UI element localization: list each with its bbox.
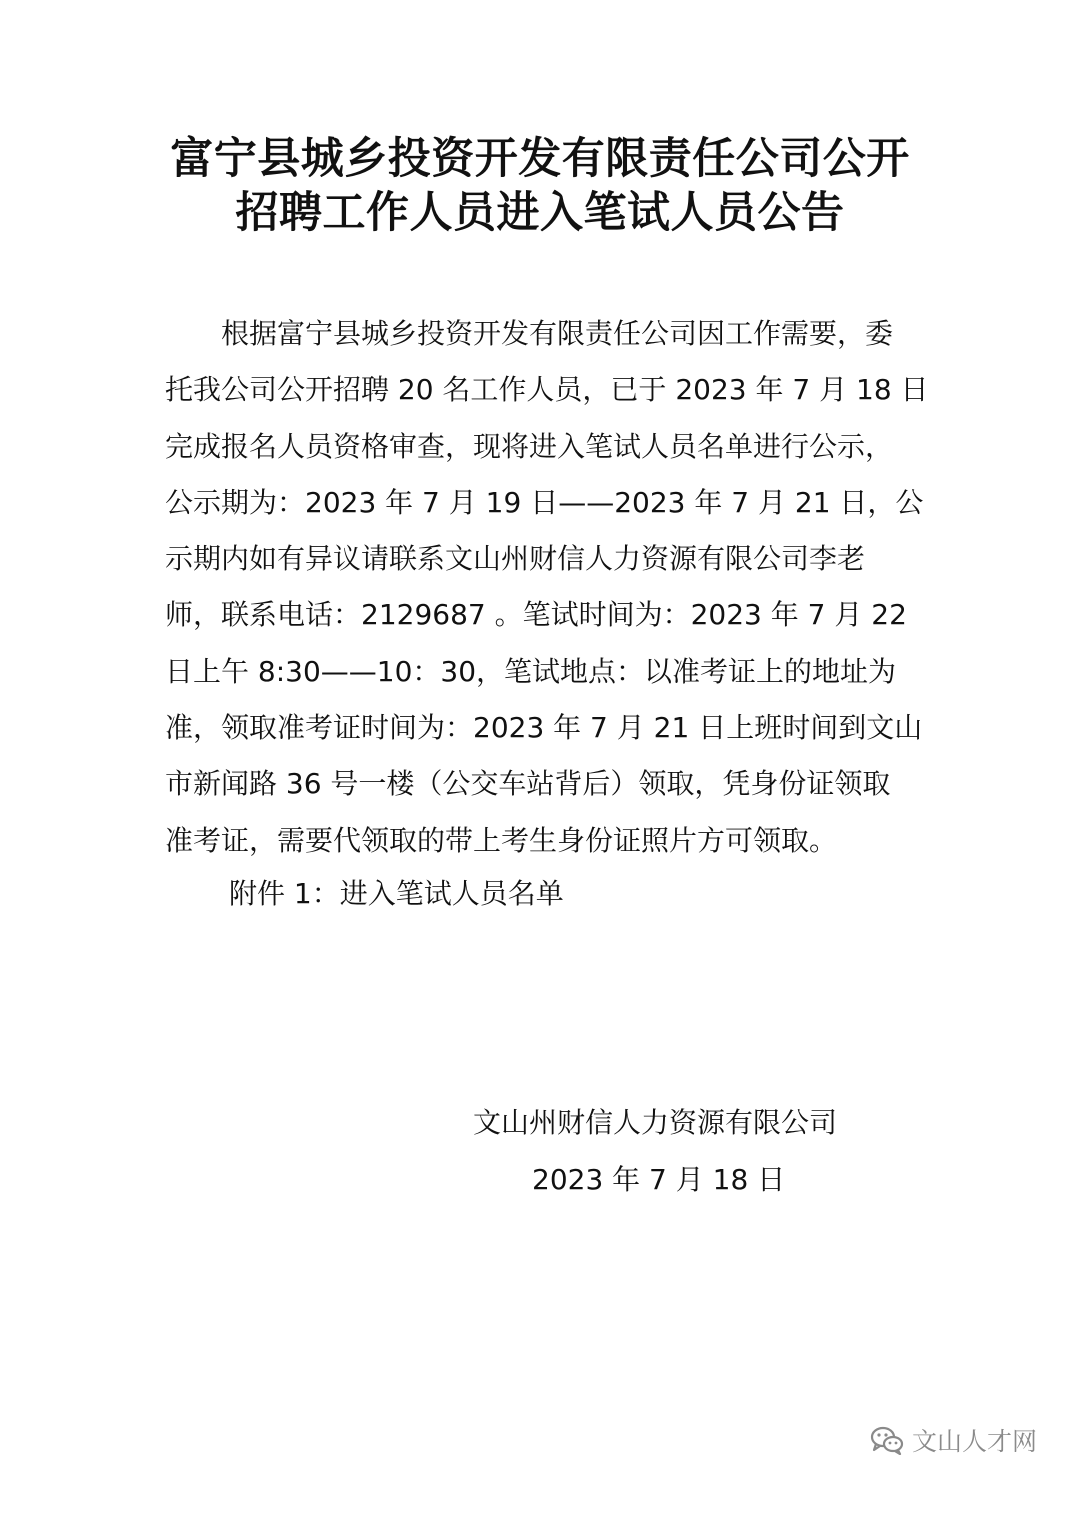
attachment-note: 附件 1：进入笔试人员名单	[229, 877, 564, 910]
wechat-icon	[870, 1425, 904, 1455]
signature-organization: 文山州财信人力资源有限公司	[473, 1106, 838, 1139]
body-line: 师，联系电话：2129687 。笔试时间为：2023 年 7 月 22	[165, 598, 907, 632]
watermark	[870, 1422, 1037, 1458]
body-line: 日上午 8:30——10：30，笔试地点：以准考证上的地址为	[165, 654, 897, 688]
body-line: 托我公司公开招聘 20 名工作人员，已于 2023 年 7 月 18 日	[165, 373, 929, 407]
body-line: 市新闻路 36 号一楼（公交车站背后）领取，凭身份证领取	[165, 767, 891, 801]
body-line: 准考证，需要代领取的带上考生身份证照片方可领取。	[165, 823, 838, 857]
signature-date: 2023 年 7 月 18 日	[532, 1163, 786, 1196]
body-line: 示期内如有异议请联系文山州财信人力资源有限公司李老	[165, 542, 866, 576]
body-line: 根据富宁县城乡投资开发有限责任公司因工作需要，委	[165, 317, 894, 350]
body-line: 完成报名人员资格审查，现将进入笔试人员名单进行公示，	[165, 429, 894, 463]
title-line-1: 富宁县城乡投资开发有限责任公司公开	[170, 134, 910, 184]
announcement-body	[165, 306, 929, 869]
body-line: 准，领取准考证时间为：2023 年 7 月 21 日上班时间到文山	[165, 711, 923, 745]
watermark-text: 文山人才网	[912, 1427, 1038, 1456]
document-title	[0, 132, 1080, 240]
title-line-2: 招聘工作人员进入笔试人员公告	[235, 188, 845, 238]
body-line: 公示期为：2023 年 7 月 19 日——2023 年 7 月 21 日，公	[165, 485, 924, 519]
